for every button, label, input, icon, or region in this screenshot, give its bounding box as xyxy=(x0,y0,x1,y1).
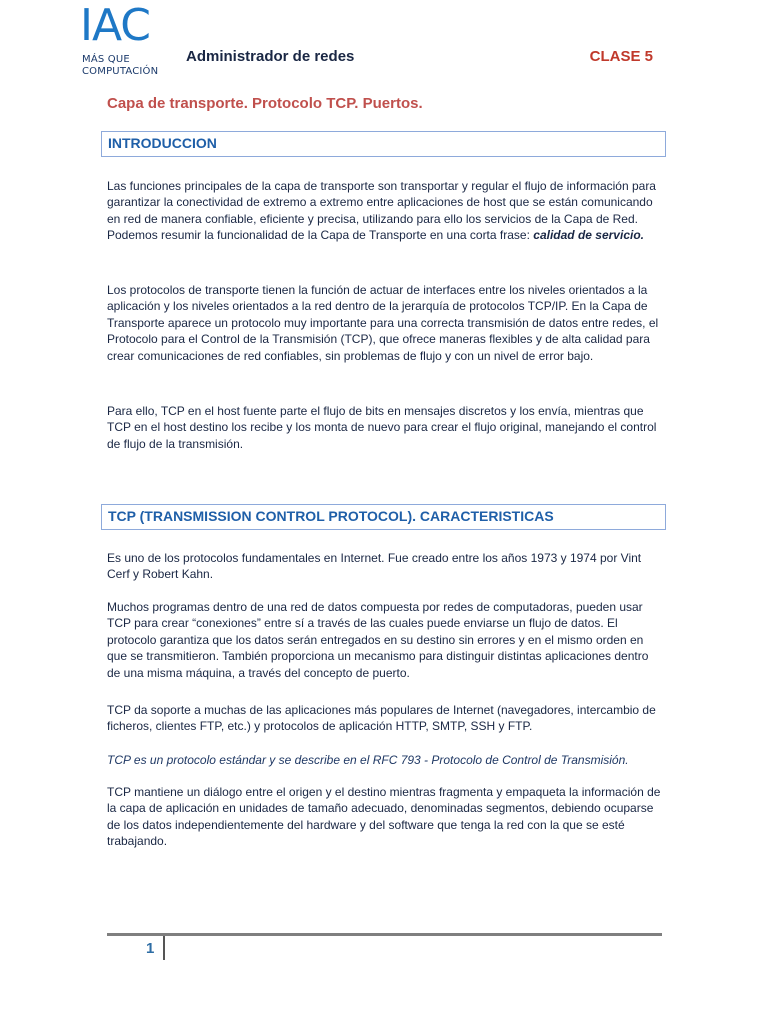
header-course-title: Administrador de redes xyxy=(186,48,355,65)
paragraph-intro-1 xyxy=(107,178,663,244)
paragraph-tcp-1: Es uno de los protocolos fundamentales en Internet. Fue creado entre los años 1973 y 1974 por Vint Cerf y Robert Kahn. xyxy=(107,551,642,582)
section-heading-introduccion: INTRODUCCION xyxy=(101,131,666,157)
logo-wordmark: IAC xyxy=(80,0,151,51)
paragraph-tcp-5: TCP mantiene un diálogo entre el origen y el destino mientras fragmenta y empaqueta la información de la capa de aplicación en unidades de tamaño adecuado, denominadas segmentos, debiendo ocuparse de los datos independientemente del hardware y del software que tenga la red con la que se esté trabajando. xyxy=(107,785,661,849)
document-title: Capa de transporte. Protocolo TCP. Puertos. xyxy=(107,95,423,112)
footer-rule xyxy=(107,933,662,936)
footer-divider xyxy=(163,936,165,960)
paragraph-tcp-2: Muchos programas dentro de una red de datos compuesta por redes de computadoras, pueden usar TCP para crear “conexiones” entre sí a través de las cuales puede enviarse un flujo de datos. El protocolo garantiza que los datos serán entregados en su destino sin errores y en el mismo orden en que se transmitieron. También proporciona un mecanismo para distinguir distintas aplicaciones dentro de una misma máquina, a través del concepto de puerto. xyxy=(107,600,649,680)
paragraph-emphasis: calidad de servicio. xyxy=(533,228,644,243)
logo-tagline-line1: MÁS QUE xyxy=(82,54,130,65)
header-class-label: CLASE 5 xyxy=(589,48,653,65)
paragraph-intro-2: Los protocolos de transporte tienen la función de actuar de interfaces entre los niveles orientados a la aplicación y los niveles orientados a la red dentro de la jerarquía de protocolos TCP/IP. En la Capa de Transporte aparece un protocolo muy importante para una correcta transmisión de datos entre redes, el Protocolo para el Control de la Transmisión (TCP), que ofrece maneras flexibles y de alta calidad para crear comunicaciones de red confiables, sin problemas de flujo y con un nivel de error bajo. xyxy=(107,283,659,363)
paragraph-intro-3: Para ello, TCP en el host fuente parte el flujo de bits en mensajes discretos y los envía, mientras que TCP en el host destino los recibe y los monta de nuevo para crear el flujo original, manejando el control de flujo de la transmisión. xyxy=(107,404,657,451)
paragraph-tcp-rfc-note: TCP es un protocolo estándar y se describe en el RFC 793 - Protocolo de Control de Transmisión. xyxy=(107,753,629,767)
logo-tagline-line2: COMPUTACIÓN xyxy=(82,66,159,77)
paragraph-text: Las funciones principales de la capa de transporte son transportar y regular el flujo de información para garantizar la conectividad de extremo a extremo entre aplicaciones de host que se están comunicando en red de manera confiable, eficiente y precisa, utilizando para ello los servicios de la Capa de Red. Podemos resumir la funcionalidad de la Capa de Transporte en una corta frase: xyxy=(107,179,656,243)
section-heading-tcp: TCP (TRANSMISSION CONTROL PROTOCOL). CARACTERISTICAS xyxy=(101,504,666,530)
iac-logo xyxy=(80,0,170,78)
paragraph-tcp-3: TCP da soporte a muchas de las aplicaciones más populares de Internet (navegadores, intercambio de ficheros, clientes FTP, etc.) y protocolos de aplicación HTTP, SMTP, SSH y FTP. xyxy=(107,703,656,734)
page-number: 1 xyxy=(146,940,155,957)
